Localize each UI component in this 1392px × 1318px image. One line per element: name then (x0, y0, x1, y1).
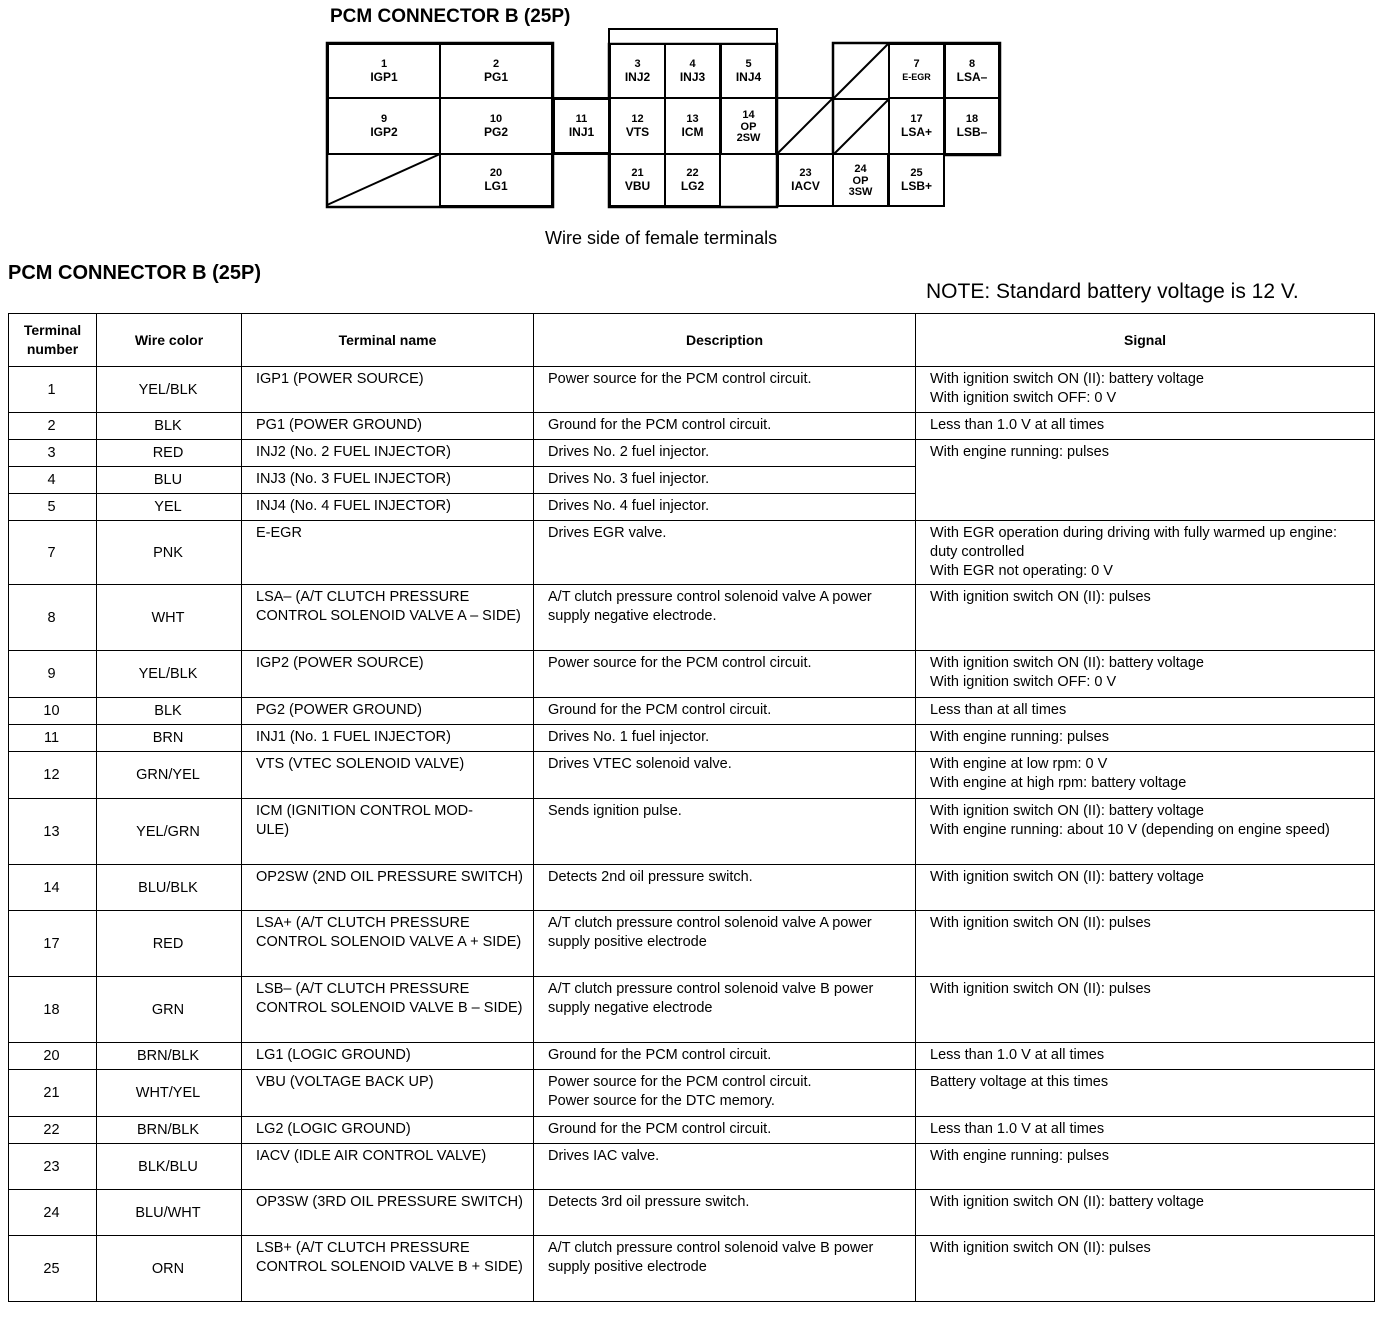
pin-cell: 11 INJ1 (553, 98, 610, 154)
table-row (9, 752, 1375, 799)
table-row (9, 413, 1375, 440)
pin-cell: 14 OP 2SW (720, 97, 777, 155)
pin-cell: 8 LSA– (944, 43, 1000, 99)
wire-color-cell: WHT/YEL (97, 1070, 242, 1117)
pin-cell: 17 LSA+ (888, 97, 945, 155)
terminal-name-cell: IGP2 (POWER SOURCE) (242, 651, 534, 698)
description-cell: A/T clutch pressure control solenoid valve B power supply positive electrode (534, 1236, 916, 1302)
description-cell: A/T clutch pressure control solenoid valve A power supply negative electrode. (534, 585, 916, 651)
signal-cell: With ignition switch ON (II): pulses (916, 977, 1375, 1043)
signal-cell: Less than 1.0 V at all times (916, 1117, 1375, 1144)
terminal-number-cell: 14 (9, 865, 97, 911)
table-row (9, 367, 1375, 413)
header-terminal-name: Terminal name (242, 314, 534, 367)
pin-cell: 12 VTS (609, 97, 666, 155)
terminal-name-cell: ICM (IGNITION CONTROL MOD- ULE) (242, 799, 534, 865)
terminal-number-cell: 25 (9, 1236, 97, 1302)
terminal-number-cell: 13 (9, 799, 97, 865)
wire-color-cell: YEL/BLK (97, 367, 242, 413)
terminal-number-cell: 11 (9, 725, 97, 752)
description-cell: Drives VTEC solenoid valve. (534, 752, 916, 799)
description-cell: Drives No. 4 fuel injector. (534, 494, 916, 521)
terminal-number-cell: 2 (9, 413, 97, 440)
wire-color-cell: BRN (97, 725, 242, 752)
terminal-number-cell: 10 (9, 698, 97, 725)
terminal-name-cell: PG2 (POWER GROUND) (242, 698, 534, 725)
terminal-name-cell: LSB– (A/T CLUTCH PRESSURE CONTROL SOLENOID VALVE B – SIDE) (242, 977, 534, 1043)
wire-color-cell: BLU (97, 467, 242, 494)
terminal-number-cell: 1 (9, 367, 97, 413)
pin-cell: 18 LSB– (944, 97, 1000, 155)
pin-cell: 21 VBU (609, 153, 666, 207)
pin-cell: 4 INJ3 (664, 43, 721, 99)
pin-cell: 23 IACV (777, 153, 834, 207)
terminal-name-cell: VTS (VTEC SOLENOID VALVE) (242, 752, 534, 799)
terminal-number-cell: 24 (9, 1190, 97, 1236)
terminal-number-cell: 21 (9, 1070, 97, 1117)
signal-cell: With engine running: pulses (916, 725, 1375, 752)
terminal-number-cell: 8 (9, 585, 97, 651)
blank-cell-diagonal (833, 43, 889, 99)
terminal-name-cell: LG2 (LOGIC GROUND) (242, 1117, 534, 1144)
wire-color-cell: RED (97, 440, 242, 467)
terminal-name-cell: INJ4 (No. 4 FUEL INJECTOR) (242, 494, 534, 521)
description-cell: Drives No. 2 fuel injector. (534, 440, 916, 467)
terminal-name-cell: OP3SW (3RD OIL PRESSURE SWITCH) (242, 1190, 534, 1236)
table-row (9, 440, 1375, 467)
wire-color-cell: BRN/BLK (97, 1117, 242, 1144)
table-row (9, 1236, 1375, 1302)
blank-cell-diagonal (777, 98, 833, 154)
terminal-number-cell: 12 (9, 752, 97, 799)
signal-cell: Less than at all times (916, 698, 1375, 725)
table-row (9, 651, 1375, 698)
wire-color-cell: YEL (97, 494, 242, 521)
blank-cell-diagonal (327, 154, 440, 205)
table-row (9, 521, 1375, 585)
table-row (9, 799, 1375, 865)
description-cell: A/T clutch pressure control solenoid valve B power supply negative electrode (534, 977, 916, 1043)
terminal-number-cell: 23 (9, 1144, 97, 1190)
table-row (9, 698, 1375, 725)
terminal-name-cell: INJ2 (No. 2 FUEL INJECTOR) (242, 440, 534, 467)
header-wire-color: Wire color (97, 314, 242, 367)
pin-cell: 3 INJ2 (609, 43, 666, 99)
pin-cell: 2 PG1 (439, 43, 553, 99)
terminal-number-cell: 9 (9, 651, 97, 698)
signal-cell: With engine running: pulses (916, 440, 1375, 521)
pin-cell: 20 LG1 (439, 153, 553, 207)
signal-cell: With EGR operation during driving with fully warmed up engine: duty controlled With EGR not operating: 0 V (916, 521, 1375, 585)
signal-cell: With ignition switch ON (II): battery voltage With ignition switch OFF: 0 V (916, 651, 1375, 698)
pin-cell: 22 LG2 (664, 153, 721, 207)
table-body (9, 367, 1375, 1302)
signal-cell: With ignition switch ON (II): battery voltage (916, 865, 1375, 911)
diagram-caption: Wire side of female terminals (545, 228, 778, 248)
pin-cell: 1 IGP1 (327, 43, 441, 99)
description-cell: Ground for the PCM control circuit. (534, 698, 916, 725)
terminal-number-cell: 3 (9, 440, 97, 467)
terminal-number-cell: 22 (9, 1117, 97, 1144)
wire-color-cell: PNK (97, 521, 242, 585)
table-row (9, 1117, 1375, 1144)
signal-cell: With ignition switch ON (II): battery voltage (916, 1190, 1375, 1236)
terminal-name-cell: LSB+ (A/T CLUTCH PRESSURE CONTROL SOLENOID VALVE B + SIDE) (242, 1236, 534, 1302)
table-row (9, 1043, 1375, 1070)
terminal-number-cell: 7 (9, 521, 97, 585)
wire-color-cell: GRN (97, 977, 242, 1043)
wire-color-cell: BLK (97, 698, 242, 725)
table-row (9, 725, 1375, 752)
pin-cell: 13 ICM (664, 97, 721, 155)
wire-color-cell: BLU/WHT (97, 1190, 242, 1236)
signal-cell: With ignition switch ON (II): pulses (916, 1236, 1375, 1302)
terminal-name-cell: IGP1 (POWER SOURCE) (242, 367, 534, 413)
terminal-number-cell: 4 (9, 467, 97, 494)
terminal-name-cell: E-EGR (242, 521, 534, 585)
wire-color-cell: BRN/BLK (97, 1043, 242, 1070)
wire-color-cell: BLK/BLU (97, 1144, 242, 1190)
terminal-number-cell: 5 (9, 494, 97, 521)
voltage-note: NOTE: Standard battery voltage is 12 V. (926, 280, 1299, 303)
terminal-name-cell: INJ1 (No. 1 FUEL INJECTOR) (242, 725, 534, 752)
terminal-number-cell: 17 (9, 911, 97, 977)
terminal-number-cell: 18 (9, 977, 97, 1043)
terminal-name-cell: VBU (VOLTAGE BACK UP) (242, 1070, 534, 1117)
signal-cell: Less than 1.0 V at all times (916, 1043, 1375, 1070)
description-cell: Sends ignition pulse. (534, 799, 916, 865)
description-cell: Drives No. 1 fuel injector. (534, 725, 916, 752)
terminal-number-cell: 20 (9, 1043, 97, 1070)
table-row (9, 865, 1375, 911)
terminal-name-cell: OP2SW (2ND OIL PRESSURE SWITCH) (242, 865, 534, 911)
table-row (9, 977, 1375, 1043)
header-terminal-number: Terminal number (9, 314, 97, 367)
wire-color-cell: ORN (97, 1236, 242, 1302)
terminal-name-cell: LG1 (LOGIC GROUND) (242, 1043, 534, 1070)
table-row (9, 1144, 1375, 1190)
pin-table (8, 313, 1375, 1302)
description-cell: Drives No. 3 fuel injector. (534, 467, 916, 494)
pin-cell: 10 PG2 (439, 97, 553, 155)
description-cell: Power source for the PCM control circuit. Power source for the DTC memory. (534, 1070, 916, 1117)
signal-cell: Battery voltage at this times (916, 1070, 1375, 1117)
diagram-title: PCM CONNECTOR B (25P) (330, 6, 571, 27)
description-cell: Drives EGR valve. (534, 521, 916, 585)
terminal-name-cell: LSA+ (A/T CLUTCH PRESSURE CONTROL SOLENOID VALVE A + SIDE) (242, 911, 534, 977)
wire-color-cell: WHT (97, 585, 242, 651)
terminal-name-cell: PG1 (POWER GROUND) (242, 413, 534, 440)
description-cell: Ground for the PCM control circuit. (534, 1043, 916, 1070)
table-row (9, 1070, 1375, 1117)
signal-cell: With ignition switch ON (II): battery voltage With engine running: about 10 V (depending on engine speed) (916, 799, 1375, 865)
description-cell: A/T clutch pressure control solenoid valve A power supply positive electrode (534, 911, 916, 977)
header-signal: Signal (916, 314, 1375, 367)
wire-color-cell: RED (97, 911, 242, 977)
description-cell: Power source for the PCM control circuit. (534, 651, 916, 698)
description-cell: Detects 2nd oil pressure switch. (534, 865, 916, 911)
table-row (9, 911, 1375, 977)
pin-cell: 7 E-EGR (888, 43, 945, 99)
signal-cell: With ignition switch ON (II): pulses (916, 911, 1375, 977)
table-row (9, 1190, 1375, 1236)
table-row (9, 585, 1375, 651)
pin-cell: 25 LSB+ (888, 153, 945, 207)
wire-color-cell: BLU/BLK (97, 865, 242, 911)
description-cell: Power source for the PCM control circuit. (534, 367, 916, 413)
table-header-row (9, 314, 1375, 367)
wire-color-cell: GRN/YEL (97, 752, 242, 799)
terminal-name-cell: IACV (IDLE AIR CONTROL VALVE) (242, 1144, 534, 1190)
pin-cell: 24 OP 3SW (832, 153, 889, 207)
lock-tab (609, 29, 777, 44)
terminal-name-cell: LSA– (A/T CLUTCH PRESSURE CONTROL SOLENOID VALVE A – SIDE) (242, 585, 534, 651)
description-cell: Ground for the PCM control circuit. (534, 413, 916, 440)
description-cell: Ground for the PCM control circuit. (534, 1117, 916, 1144)
description-cell: Detects 3rd oil pressure switch. (534, 1190, 916, 1236)
signal-cell: With engine running: pulses (916, 1144, 1375, 1190)
signal-cell: With engine at low rpm: 0 V With engine at high rpm: battery voltage (916, 752, 1375, 799)
wire-color-cell: YEL/BLK (97, 651, 242, 698)
signal-cell: With ignition switch ON (II): pulses (916, 585, 1375, 651)
wire-color-cell: BLK (97, 413, 242, 440)
wire-color-cell: YEL/GRN (97, 799, 242, 865)
description-cell: Drives IAC valve. (534, 1144, 916, 1190)
table-title: PCM CONNECTOR B (25P) (8, 262, 261, 284)
pin-cell: 5 INJ4 (720, 43, 777, 99)
blank-cell-diagonal (833, 99, 889, 155)
signal-cell: Less than 1.0 V at all times (916, 413, 1375, 440)
signal-cell: With ignition switch ON (II): battery voltage With ignition switch OFF: 0 V (916, 367, 1375, 413)
terminal-name-cell: INJ3 (No. 3 FUEL INJECTOR) (242, 467, 534, 494)
pin-cell: 9 IGP2 (327, 97, 441, 155)
header-description: Description (534, 314, 916, 367)
